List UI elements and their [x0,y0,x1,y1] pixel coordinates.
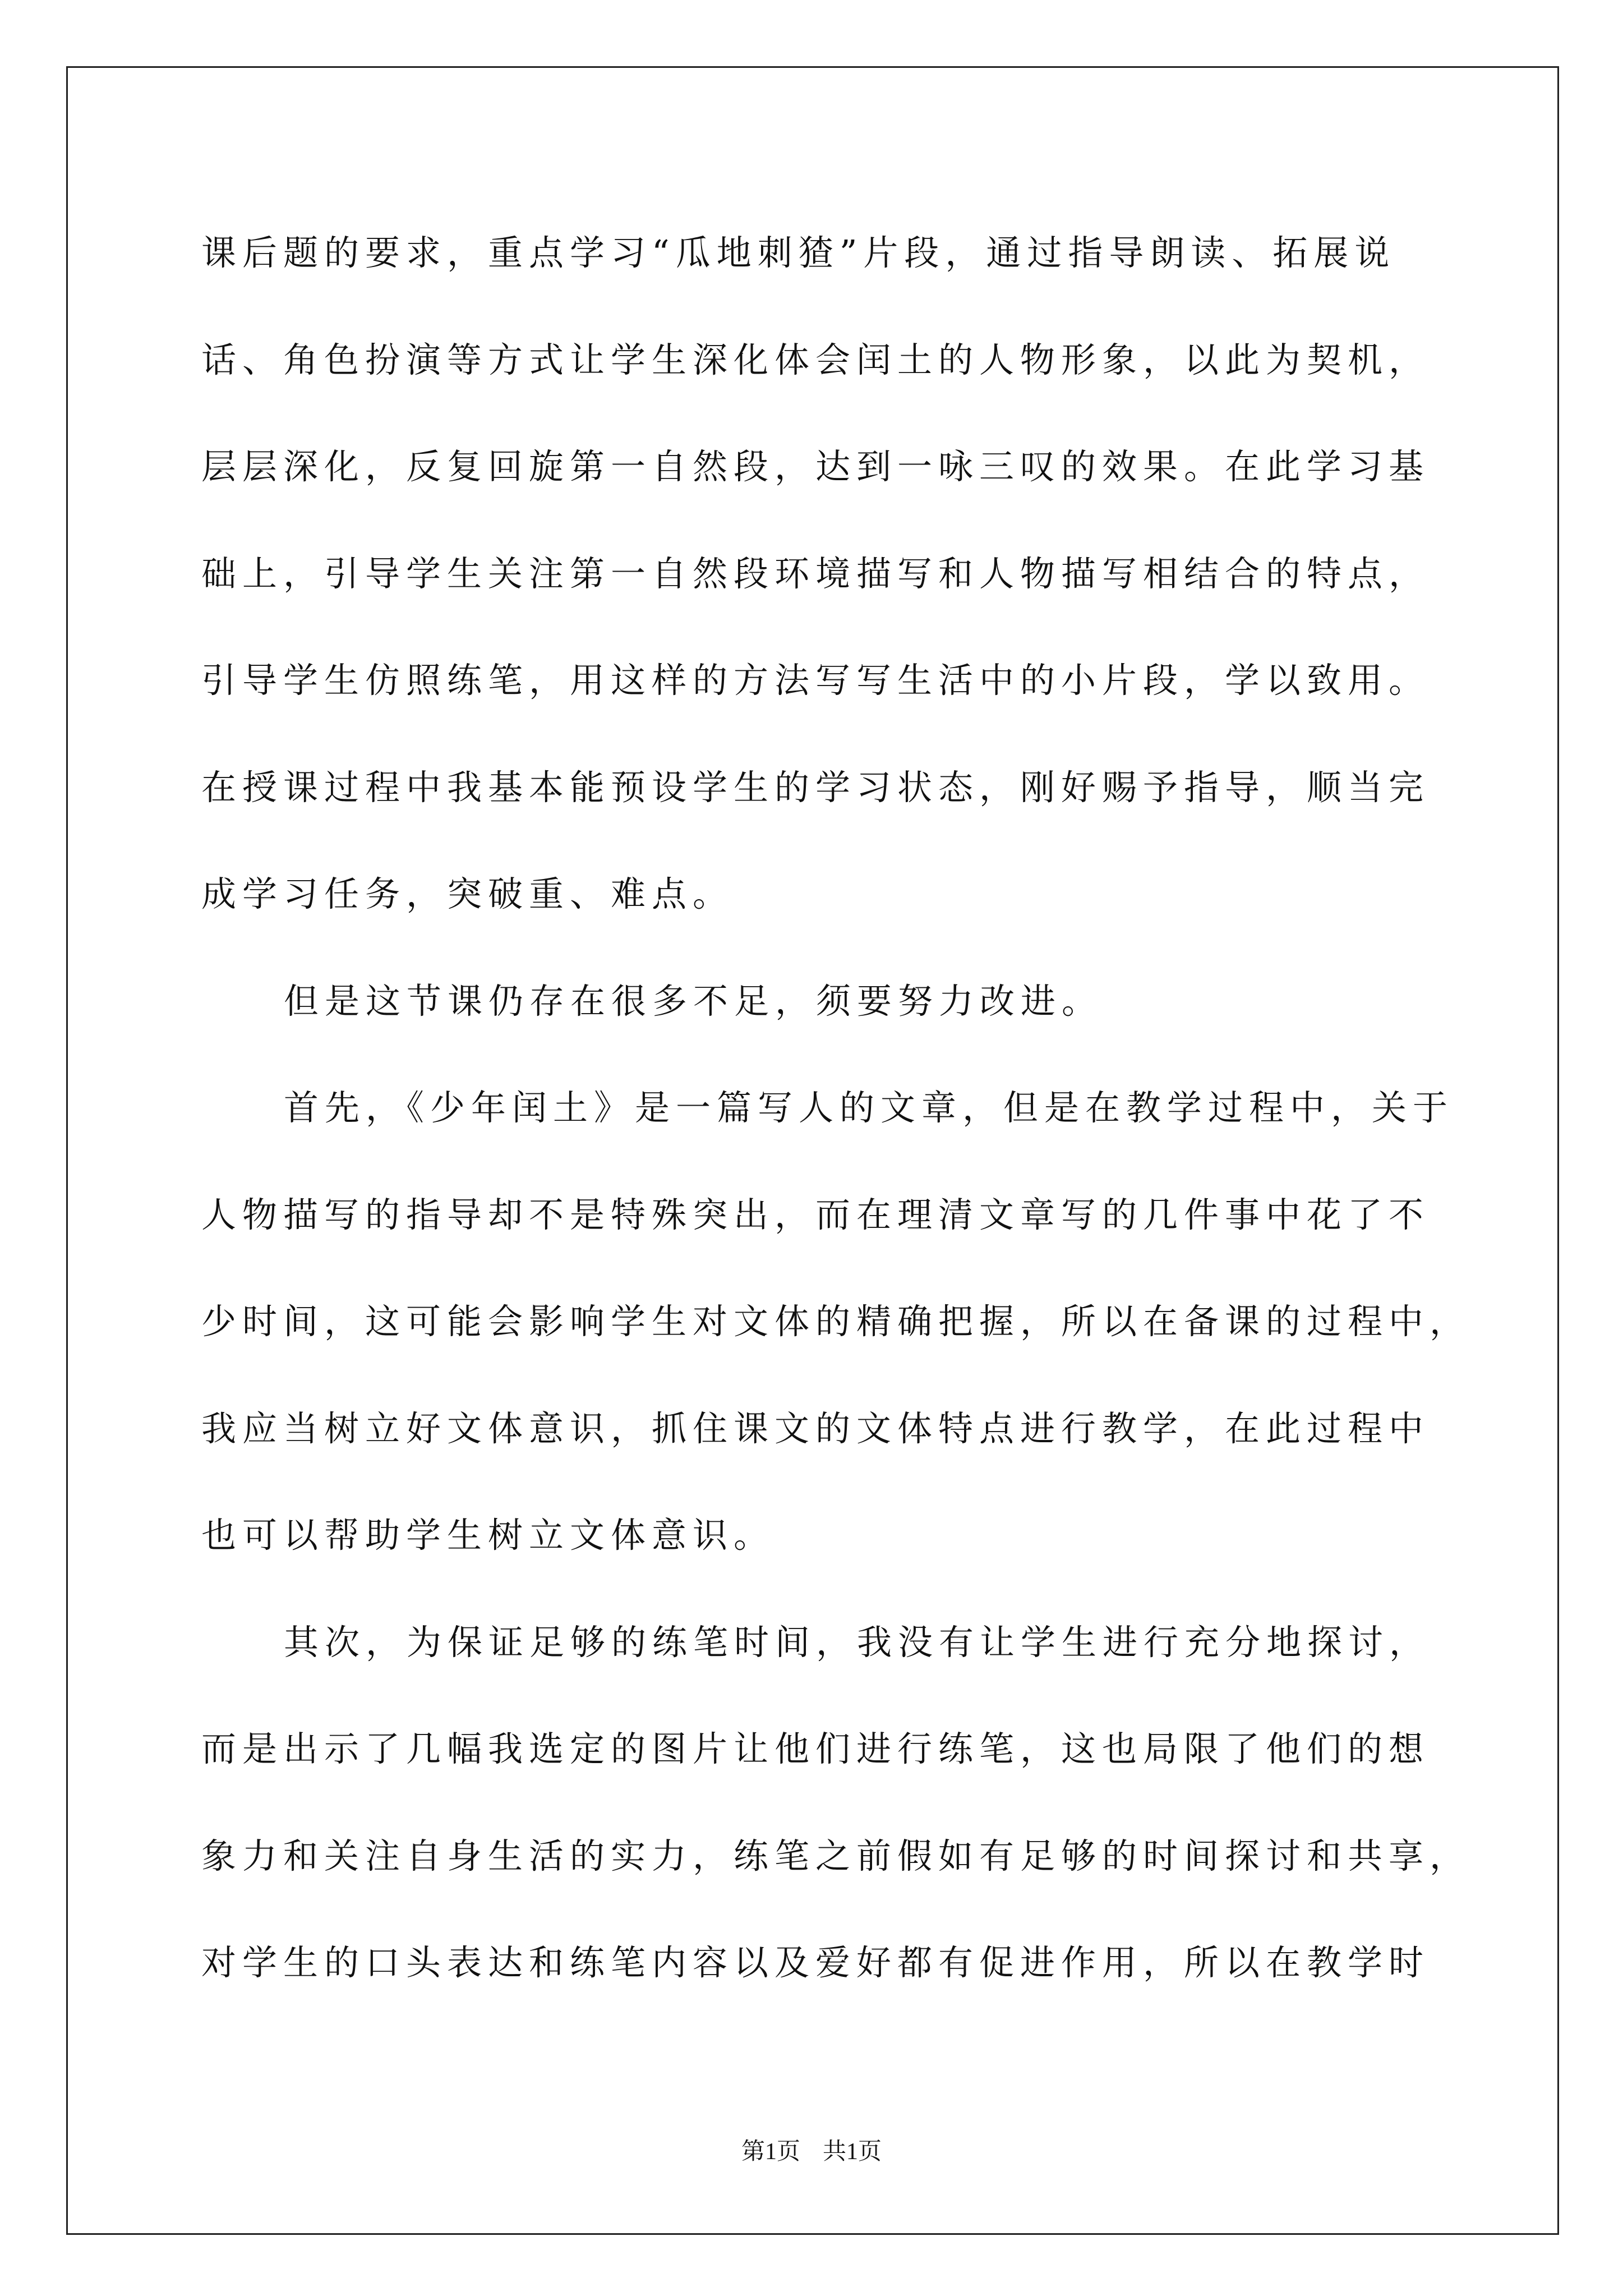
paragraph [201,948,1547,1055]
text-line: 首先，《少年闰土》是一篇写人的文章，但是在教学过程中，关于 [284,1087,1454,1128]
paragraph [201,200,1547,948]
text-line: 在授课过程中我基本能预设学生的学习状态，刚好赐予指导，顺当完 [201,766,1430,808]
text-line: 引导学生仿照练笔，用这样的方法写写生活中的小片段，学以致用。 [201,660,1430,701]
text-line: 少时间，这可能会影响学生对文体的精确把握，所以在备课的过程中， [201,1301,1471,1342]
text-line: 层层深化，反复回旋第一自然段，达到一咏三叹的效果。在此学习基 [201,446,1430,487]
page-footer [0,2136,1623,2168]
text-line: 其次，为保证足够的练笔时间，我没有让学生进行充分地探讨， [284,1621,1431,1663]
text-line: 也可以帮助学生树立文体意识。 [201,1515,775,1556]
text-line: 话、角色扮演等方式让学生深化体会闰土的人物形象，以此为契机， [201,339,1430,380]
text-line: 课后题的要求，重点学习“瓜地刺猹”片段，通过指导朗读、拓展说 [201,232,1396,273]
text-line: 础上，引导学生关注第一自然段环境描写和人物描写相结合的特点， [201,553,1430,594]
text-line: 而是出示了几幅我选定的图片让他们进行练笔，这也局限了他们的想 [201,1728,1430,1769]
text-line: 但是这节课仍存在很多不足，须要努力改进。 [284,980,1103,1022]
text-line: 我应当树立好文体意识，抓住课文的文体特点进行教学，在此过程中 [201,1407,1430,1449]
page-number-current: 第1页 [741,2139,800,2165]
text-line: 象力和关注自身生活的实力，练笔之前假如有足够的时间探讨和共享， [201,1835,1471,1876]
paragraph [201,1589,1547,2017]
text-line: 人物描写的指导却不是特殊突出，而在理清文章写的几件事中花了不 [201,1194,1430,1235]
page-number-total: 共1页 [823,2139,882,2165]
document-body [201,200,1547,2017]
text-line: 对学生的口头表达和练笔内容以及爱好都有促进作用，所以在教学时 [201,1942,1430,1983]
paragraph [201,1055,1547,1589]
text-line: 成学习任务，突破重、难点。 [201,873,734,914]
